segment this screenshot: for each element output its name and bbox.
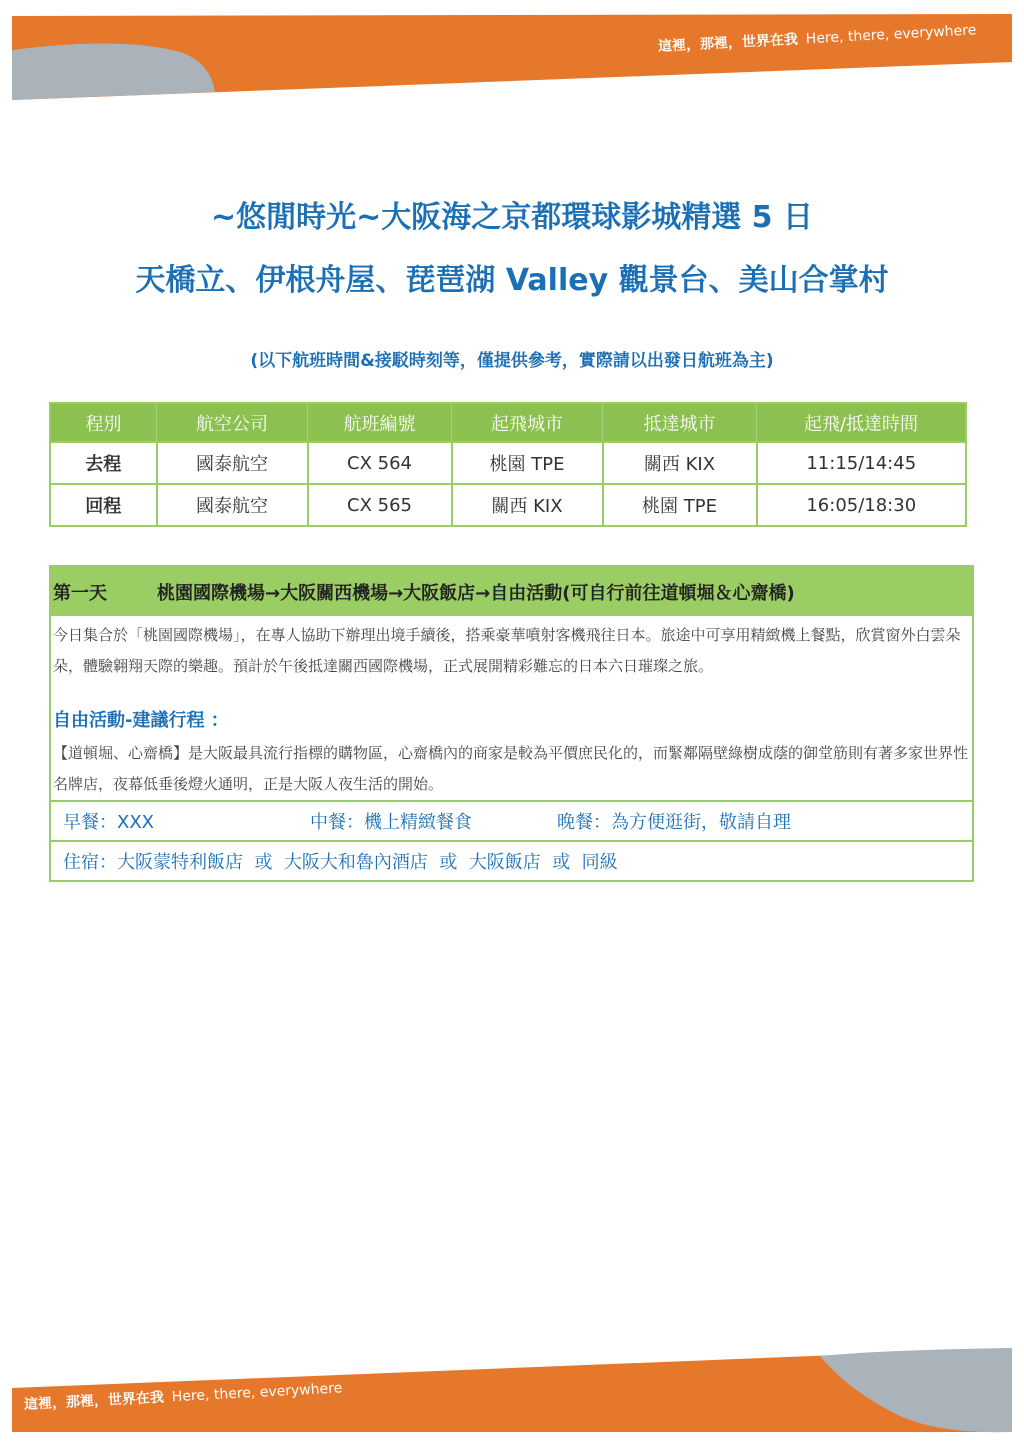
header-airline: 航空公司 <box>157 403 308 442</box>
day-body <box>51 616 972 800</box>
meals-row <box>51 800 972 840</box>
cell-flight: CX 565 <box>308 484 452 526</box>
cell-to: 桃園 TPE <box>603 484 757 526</box>
page-subtitle: 天橋立、伊根舟屋、琵琶湖 Valley 觀景台、美山合掌村 <box>135 263 889 298</box>
header-to: 抵達城市 <box>603 403 757 442</box>
cell-flight: CX 564 <box>308 442 452 484</box>
cell-airline: 國泰航空 <box>157 442 308 484</box>
slogan-en: Here, there, everywhere <box>805 22 977 48</box>
table-row <box>50 442 966 484</box>
hotel-text: 住宿：大阪蒙特利飯店 或 大阪大和魯內酒店 或 大阪飯店 或 同級 <box>63 852 618 873</box>
top-banner <box>0 0 1024 110</box>
slogan-zh: 這裡，那裡，世界在我 <box>657 31 799 55</box>
cell-airline: 國泰航空 <box>157 484 308 526</box>
day-label: 第一天 <box>53 582 107 604</box>
header-flight: 航班編號 <box>308 403 452 442</box>
slogan-en: Here, there, everywhere <box>171 1380 343 1406</box>
slogan-zh: 這裡，那裡，世界在我 <box>23 1389 165 1413</box>
header-time: 起飛/抵達時間 <box>757 403 967 442</box>
flight-table <box>49 402 967 527</box>
cell-time: 11:15/14:45 <box>757 442 967 484</box>
free-activity-text: 【道頓堀、心齋橋】是大阪最具流行指標的購物區，心齋橋內的商家是較為平價庶民化的，而緊鄰隔壁綠樹成蔭的御堂筋則有著多家世界性名牌店，夜幕低垂後燈火通明，正是大阪人夜生活的開始。 <box>53 744 969 793</box>
cell-from: 桃園 TPE <box>452 442 603 484</box>
header-from: 起飛城市 <box>452 403 603 442</box>
hotel-row <box>51 840 972 880</box>
breakfast-text: 早餐：XXX <box>63 812 154 833</box>
day-one-section <box>49 565 974 882</box>
flight-note: (以下航班時間&接駁時刻等，僅提供參考，實際請以出發日航班為主) <box>250 351 774 371</box>
cell-to: 關西 KIX <box>603 442 757 484</box>
cell-route: 去程 <box>50 442 157 484</box>
day-route: 桃園國際機場→大阪關西機場→大阪飯店→自由活動(可自行前往道頓堀＆心齋橋) <box>157 582 795 604</box>
top-banner-shape <box>0 0 1024 110</box>
day-header <box>51 567 972 616</box>
lunch-text: 中餐：機上精緻餐食 <box>310 812 472 833</box>
header-route: 程別 <box>50 403 157 442</box>
table-row <box>50 484 966 526</box>
cell-from: 關西 KIX <box>452 484 603 526</box>
cell-route: 回程 <box>50 484 157 526</box>
day-description: 今日集合於「桃園國際機場」，在專人協助下辦理出境手續後，搭乘豪華噴射客機飛往日本。旅途中可享用精緻機上餐點，欣賞窗外白雲朵朵，體驗翱翔天際的樂趣。預計於午後抵達關西國際機場，正式展開精彩難忘的日本六日璀璨之旅。 <box>53 626 961 675</box>
cell-time: 16:05/18:30 <box>757 484 967 526</box>
free-activity-title: 自由活動-建議行程 ： <box>53 710 229 731</box>
table-header-row <box>50 403 966 442</box>
dinner-text: 晚餐：為方便逛街，敬請自理 <box>557 812 791 833</box>
page-title: ~悠閒時光~大阪海之京都環球影城精選 5 日 <box>210 200 814 235</box>
